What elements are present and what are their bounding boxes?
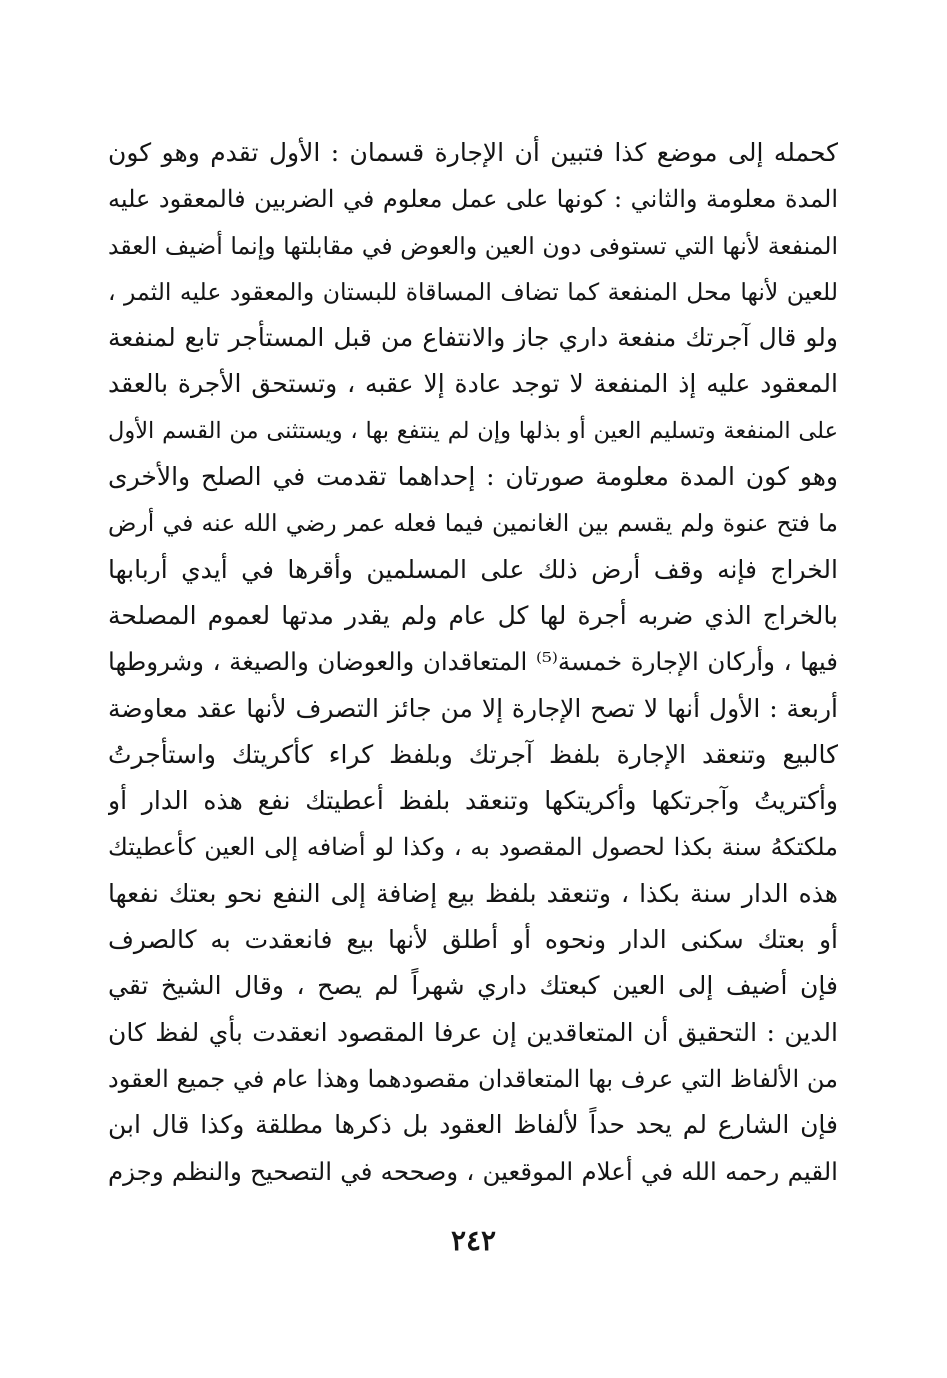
text-line: المنفعة لأنها التي تستوفى دون العين والعوض في مقابلتها وإنما أضيف العقد [108,231,838,260]
text-line: المعقود عليه إذ المنفعة لا توجد عادة إلا عقبه ، وتستحق الأجرة بالعقد [108,369,838,399]
text-line: الخراج فإنه وقف أرض ذلك على المسلمين وأقرها في أيدي أربابها [108,554,838,584]
text-line: المدة معلومة والثاني : كونها على عمل معلوم في الضربين فالمعقود عليه [108,185,838,214]
text-line: فإن الشارع لم يحد حداً لألفاظ العقود بل ذكرها مطلقة وكذا قال ابن [108,1110,838,1140]
text-line: هذه الدار سنة بكذا ، وتنعقد بلفظ بيع إضافة إلى النفع نحو بعتك نفعها [108,878,838,908]
text-line: فيها ، وأركان الإجارة خمسة⁽⁵⁾ المتعاقدان والعوضان والصيغة ، وشروطها [108,647,838,677]
text-line: الدين : التحقيق أن المتعاقدين إن عرفا المقصود انعقدت بأي لفظ كان [108,1017,838,1047]
text-line: القيم رحمه الله في أعلام الموقعين ، وصححه في التصحيح والنظم وجزم [108,1156,838,1186]
text-line: كحمله إلى موضع كذا فتبين أن الإجارة قسمان : الأول تقدم وهو كون [108,138,838,167]
text-line: من الألفاظ التي عرف بها المتعاقدان مقصودهما وهذا عام في جميع العقود [108,1064,838,1093]
text-line: بالخراج الذي ضربه أجرة لها كل عام ولم يقدر مدتها لعموم المصلحة [108,600,838,630]
body-text [108,130,838,1195]
text-line: للعين لأنها محل المنفعة كما تضاف المساقاة للبستان والمعقود عليه الثمر ، [108,277,838,306]
text-line: كالبيع وتنعقد الإجارة بلفظ آجرتك وبلفظ كراء كأكريتك واستأجرتُ [108,739,838,769]
text-line: أربعة : الأول أنها لا تصح الإجارة إلا من جائز التصرف لأنها عقد معاوضة [108,693,838,723]
text-line: أو بعتك سكنى الدار ونحوه أو أطلق لأنها بيع فانعقدت به كالصرف [108,925,838,955]
text-line: ولو قال آجرتك منفعة داري جاز والانتفاع من قبل المستأجر تابع لمنفعة [108,323,838,353]
text-line: على المنفعة وتسليم العين أو بذلها وإن لم ينتفع بها ، ويستثنى من القسم الأول [108,417,838,444]
text-line: ما فتح عنوة ولم يقسم بين الغانمين فيما فعله عمر رضي الله عنه في أرض [108,509,838,538]
text-line: وهو كون المدة معلومة صورتان : إحداهما تقدمت في الصلح والأخرى [108,462,838,492]
text-line: وأكتريتُ وآجرتكها وأكريتكها وتنعقد بلفظ أعطيتك نفع هذه الدار أو [108,786,838,816]
text-line: فإن أضيف إلى العين كبعتك داري شهراً لم يصح ، وقال الشيخ تقي [108,971,838,1001]
text-line: ملكتكهُ سنة بكذا لحصول المقصود به ، وكذا لو أضافه إلى العين كأعطيتك [108,833,838,862]
page-number: ٢٤٢ [450,1224,497,1257]
